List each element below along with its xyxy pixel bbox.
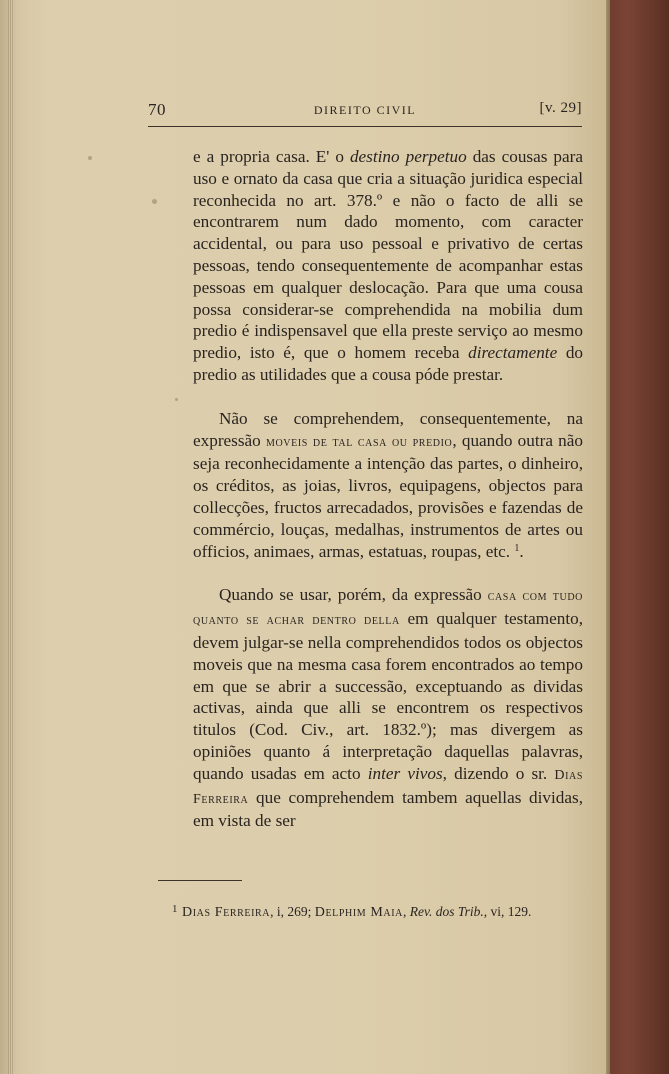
journal-title: Rev. dos Trib. — [409, 904, 484, 919]
text-run: . — [519, 541, 524, 561]
text-run: e a propria casa. E' o — [193, 147, 350, 166]
text-run: em qualquer testamento, devem julgar-se nella comprehendidos todos os objectos moveis que na mesma casa forem encontrados ao tempo em que se abrir a successão, exceptuando as dividas activas, ainda que alli se encontrem os respectivos titulos (Cod. Civ., art. 1832.º); mas divergem as opiniões quanto á interpretação daquellas palavras, quando usadas em acto — [193, 609, 583, 783]
italic-term: directamente — [468, 343, 558, 363]
foxing-spot — [152, 199, 157, 204]
running-title: DIREITO CIVIL — [313, 103, 417, 117]
author-name: Dias Ferreira — [193, 767, 583, 807]
footnote-mark: 1 — [172, 903, 178, 915]
header-rule — [148, 126, 582, 127]
small-caps-term: moveis de tal casa ou predio — [265, 434, 453, 450]
text-run: , quando outra não seja reconhecidamente a intenção das partes, o dinheiro, os créditos, as joias, livros, equipagens, objectos para collecções, fructos arrecadados, provisões e fazendas de commércio, louças, medalhas, instrumentos de artes ou officios, animaes, armas, estatuas, roupas, etc. — [193, 430, 583, 561]
foxing-spot — [88, 156, 92, 160]
paragraph-2 — [193, 408, 583, 563]
small-caps-term: casa com tudo quanto se achar dentro della — [193, 589, 583, 629]
text-run: , i, 269; — [270, 904, 315, 919]
text-run: Não se comprehendem, consequentemente, na expressão — [193, 408, 583, 450]
author-name: Dias Ferreira — [182, 905, 271, 920]
page-number: 70 — [148, 100, 166, 119]
footnote-rule — [158, 880, 242, 881]
text-run: do predio as utilidades que a cousa póde prestar. — [193, 343, 584, 384]
page-gutter — [8, 0, 14, 1074]
book-cover — [600, 0, 669, 1074]
text-run: , vi, 129. — [483, 904, 532, 919]
text-run: que comprehendem tambem aquellas dividas, em vista de ser — [193, 787, 583, 831]
foxing-spot — [175, 398, 178, 401]
italic-term: destino perpetuo — [349, 147, 467, 166]
footnote-reference[interactable]: 1 — [514, 542, 520, 554]
footnote — [172, 903, 592, 921]
italic-term: inter vivos — [367, 763, 443, 783]
text-run: , — [403, 904, 410, 919]
author-name: Delphim Maia — [314, 905, 403, 920]
text-run: , dizendo o sr. — [442, 763, 555, 783]
body-text — [193, 146, 583, 832]
running-head — [148, 100, 582, 122]
section-marker: [v. 29] — [539, 100, 582, 116]
paragraph-3 — [193, 584, 583, 832]
text-run: das cousas para uso e ornato da casa que cria a situação juridica especial reconhecida no art. 378.º e não o facto de alli se encontrarem num dado momento, com caracter accidental, ou para uso pessoal e privativo de certas pessoas, tendo consequentemente de acompanhar estas pessoas em qualquer deslocação. Para que uma cousa possa considerar-se comprehendida na mobilia dum predio é indispensavel que ella preste serviço ao mesmo predio, isto é, que o homem receba — [193, 147, 584, 363]
paragraph-1 — [193, 146, 583, 386]
text-run: Quando se usar, porém, da expressão — [219, 585, 488, 605]
